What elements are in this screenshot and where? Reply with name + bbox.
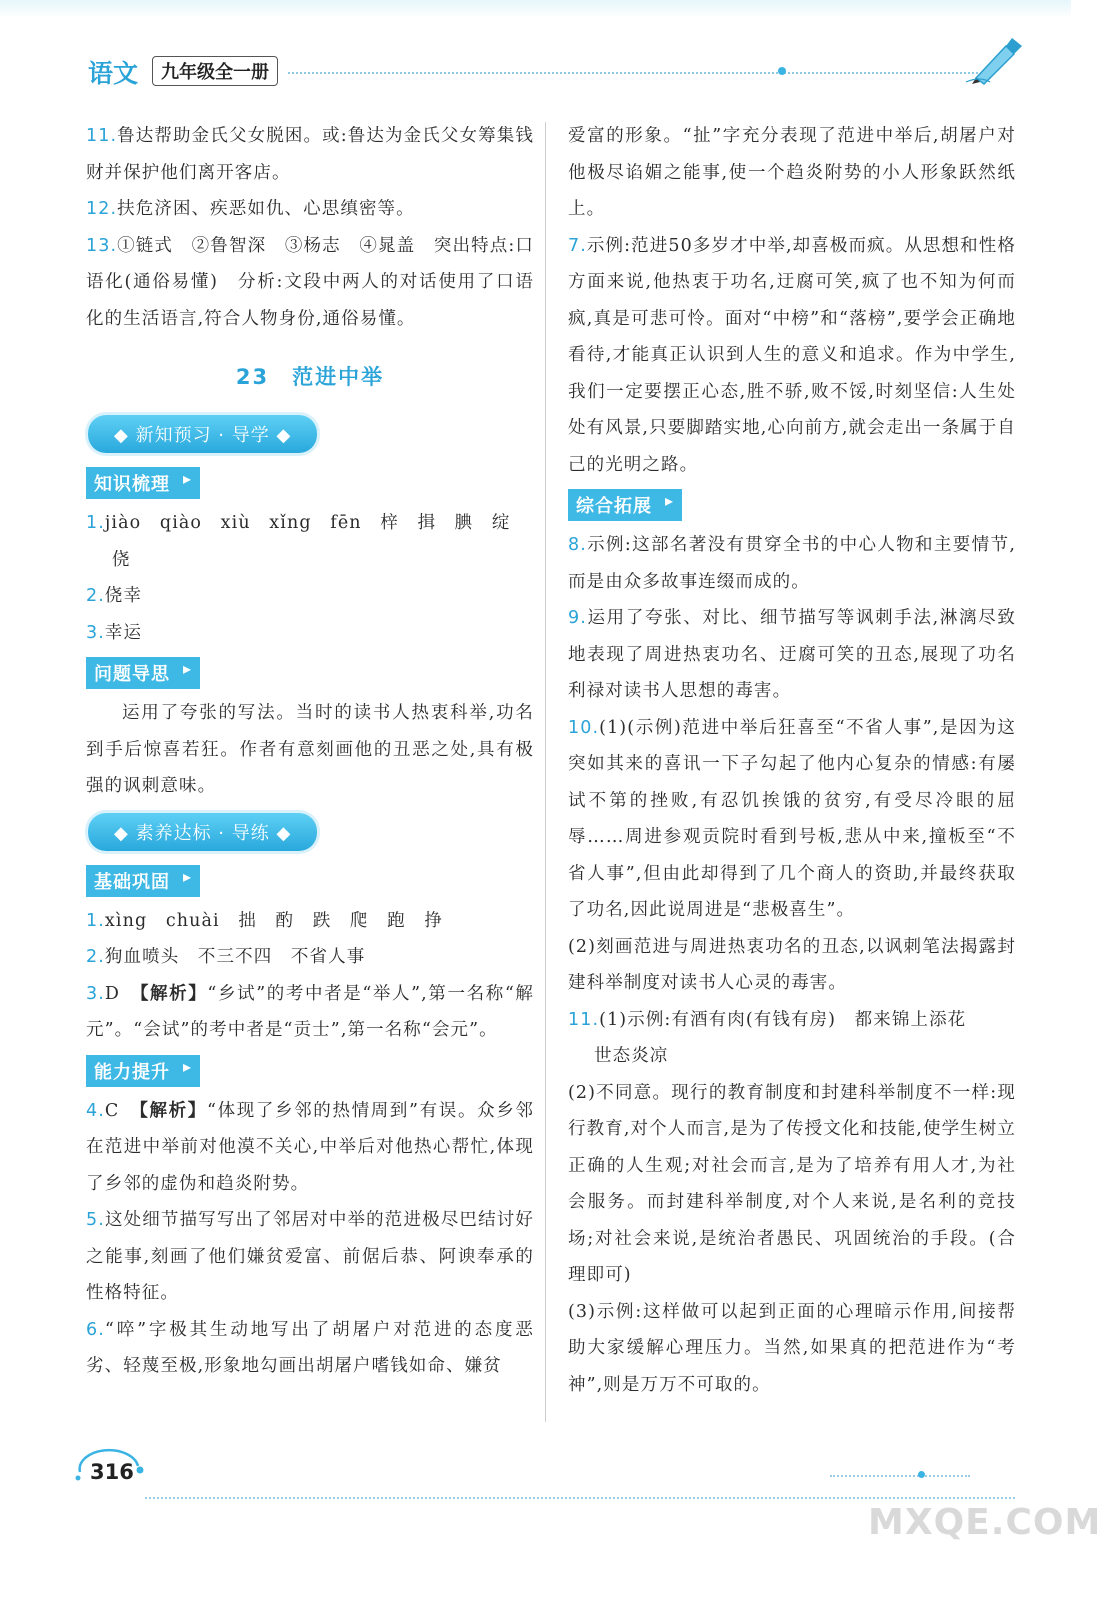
footer-dotted-line [145,1497,1015,1499]
tag-thinking: 问题导思 ▸ [86,657,200,689]
ability-4: 4.C 【解析】“体现了乡邻的热情周到”有误。众乡邻在范进中举前对他漠不关心,中举后对他热心帮忙,体现了乡邻的虚伪和趋炎附势。 [86,1100,534,1194]
column-divider [545,122,546,1422]
answer-11-part3: (3)示例:这样做可以起到正面的心理暗示作用,间接帮助大家缓解心理压力。当然,如果真的把范进作为“考神”,则是万万不可取的。 [568,1301,1016,1395]
tag-ability: 能力提升 ▸ [86,1055,200,1087]
answer-13: 13.①链式 ②鲁智深 ③杨志 ④晁盖 突出特点:口语化(通俗易懂) 分析:文段中两人的对话使用了口语化的生活语言,符合人物身份,通俗易懂。 [86,235,534,329]
ability-6: 6.“啐”字极其生动地写出了胡屠户对范进的态度恶劣、轻蔑至极,形象地勾画出胡屠户嗜钱如命、嫌贫 [86,1319,534,1376]
answer-11: 11.(1)示例:有酒有肉(有钱有房) 都来锦上添花 [568,1009,967,1030]
tag-extension: 综合拓展 ▸ [568,489,682,521]
header-dotted-line [288,72,978,74]
answer-7: 7.示例:范进50多岁才中举,却喜极而疯。从思想和性格方面来说,他热衷于功名,迂腐可笑,疯了也不知为何而疯,真是可悲可怜。面对“中榜”和“落榜”,要学会正确地看待,才能真正认识到人生的意义和追求。作为中学生,我们一定要摆正心态,胜不骄,败不馁,时刻坚信:人生处处有风景,只要脚踏实地,心向前方,就会走出一条属于自己的光明之路。 [568,235,1016,475]
grade-label: 九年级全一册 [152,56,278,86]
lesson-title: 23 范进中举 [235,365,385,389]
answer-11-cont: 世态炎凉 [594,1046,669,1066]
ability-5: 5.这处细节描写写出了邻居对中举的范进极尽巴结讨好之能事,刻画了他们嫌贫爱富、前倨后恭、阿谀奉承的性格特征。 [86,1210,534,1303]
footer-dot [918,1471,925,1478]
ability-6-cont: 爱富的形象。“扯”字充分表现了范进中举后,胡屠户对他极尽谄媚之能事,使一个趋炎附势的小人形象跃然纸上。 [568,126,1016,219]
section-banner-practice: ◆ 素养达标 · 导练 ◆ [88,813,317,851]
footer-dotted-line-upper [830,1475,970,1477]
basic-3: 3.D 【解析】“乡试”的考中者是“举人”,第一名称“解元”。“会试”的考中者是“贡士”,第一名称“会元”。 [86,983,534,1040]
answer-11: 11.鲁达帮助金氏父女脱困。或:鲁达为金氏父女筹集钱财并保护他们离开客店。 [86,126,534,183]
pen-icon [966,32,1026,84]
thinking-answer: 运用了夸张的写法。当时的读书人热衷科举,功名到手后惊喜若狂。作者有意刻画他的丑恶之处,具有极强的讽刺意味。 [86,703,534,796]
section-banner-preview: ◆ 新知预习 · 导学 ◆ [88,415,317,453]
knowledge-2: 2.侥幸 [86,586,143,606]
answer-10: 10.(1)(示例)范进中举后狂喜至“不省人事”,是因为这突如其来的喜讯一下子勾起了他内心复杂的情感:有屡试不第的挫败,有忍饥挨饿的贫穷,有受尽冷眼的屈辱……周进参观贡院时看到号板,悲从中来,撞板至“不省人事”,但由此却得到了几个商人的资助,并最终获取了功名,因此说周进是“悲极喜生”。 [568,717,1016,920]
tag-knowledge: 知识梳理 ▸ [86,467,200,499]
knowledge-3: 3.幸运 [86,622,143,643]
page-number: 316 [90,1460,134,1484]
right-column [568,118,1016,1403]
tag-basic: 基础巩固 ▸ [86,865,200,897]
answer-11-part2: (2)不同意。现行的教育制度和封建科举制度不一样:现行教育,对个人而言,是为了传授文化和技能,使学生树立正确的人生观;对社会而言,是为了培养有用人才,为社会服务。而封建科举制度,对个人来说,是名利的竞技场;对社会来说,是统治者愚民、巩固统治的手段。(合理即可) [568,1082,1016,1285]
subject-label: 语文 [88,59,139,88]
left-column [86,118,534,1385]
answer-12: 12.扶危济困、疾恶如仇、心思缜密等。 [86,199,415,219]
answer-9: 9.运用了夸张、对比、细节描写等讽刺手法,淋漓尽致地表现了周进热衷功名、迂腐可笑的丑态,展现了功名利禄对读书人思想的毒害。 [568,608,1016,701]
knowledge-1: 1.jiào qiào xiù xǐng fēn 梓 揖 腆 绽 [86,513,511,533]
watermark: MXQE.COM [868,1502,1101,1543]
page-header [88,52,1038,92]
answer-10-part2: (2)刻画范进与周进热衷功名的丑态,以讽刺笔法揭露封建科举制度对读书人心灵的毒害。 [568,936,1016,993]
answer-8: 8.示例:这部名著没有贯穿全书的中心人物和主要情节,而是由众多故事连缀而成的。 [568,535,1016,592]
header-dot [778,67,786,75]
basic-2: 2.狗血喷头 不三不四 不省人事 [86,947,366,967]
basic-1: 1.xìng chuài 拙 酌 跌 爬 跑 挣 [86,910,443,931]
knowledge-1-cont: 侥 [112,549,131,570]
top-strip [0,0,1071,18]
